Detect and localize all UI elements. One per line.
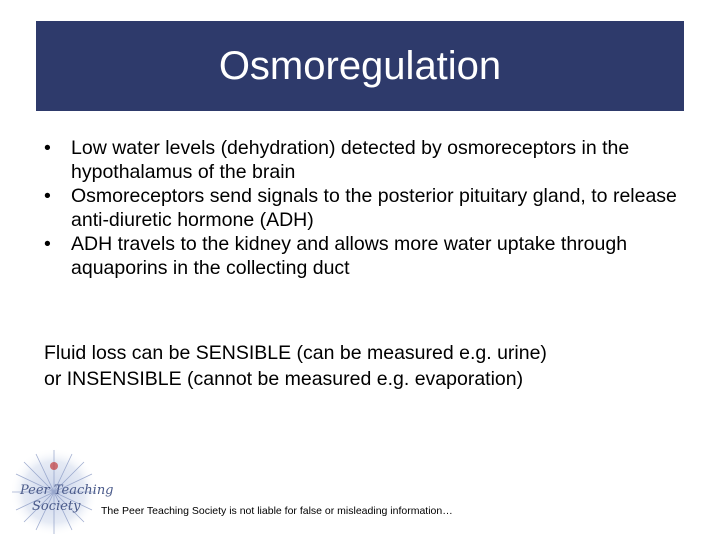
slide-title: Osmoregulation bbox=[218, 44, 502, 88]
bullet-text: ADH travels to the kidney and allows more water uptake through aquaporins in the collecting duct bbox=[71, 233, 628, 279]
bullet-item bbox=[44, 232, 684, 280]
disclaimer-footer: The Peer Teaching Society is not liable for false or misleading information… bbox=[101, 505, 453, 517]
note-line: or INSENSIBLE (cannot be measured e.g. evaporation) bbox=[44, 368, 524, 390]
bullet-item bbox=[44, 136, 684, 184]
fluid-loss-note bbox=[44, 340, 694, 392]
note-line: Fluid loss can be SENSIBLE (can be measured e.g. urine) bbox=[44, 342, 547, 364]
bullet-dot: • bbox=[44, 185, 51, 207]
bullet-text: Osmoreceptors send signals to the posterior pituitary gland, to release anti-diuretic hormone (ADH) bbox=[71, 185, 677, 231]
bullet-list bbox=[44, 136, 684, 280]
bullet-dot: • bbox=[44, 137, 51, 159]
logo-line-1: Peer Teaching bbox=[20, 483, 114, 498]
bullet-dot: • bbox=[44, 233, 51, 255]
peer-teaching-society-logo bbox=[8, 446, 114, 538]
bullet-text: Low water levels (dehydration) detected by osmoreceptors in the hypothalamus of the brain bbox=[71, 137, 630, 183]
title-bar bbox=[36, 21, 684, 111]
logo-line-2: Society bbox=[32, 499, 81, 514]
bullet-item bbox=[44, 184, 684, 232]
